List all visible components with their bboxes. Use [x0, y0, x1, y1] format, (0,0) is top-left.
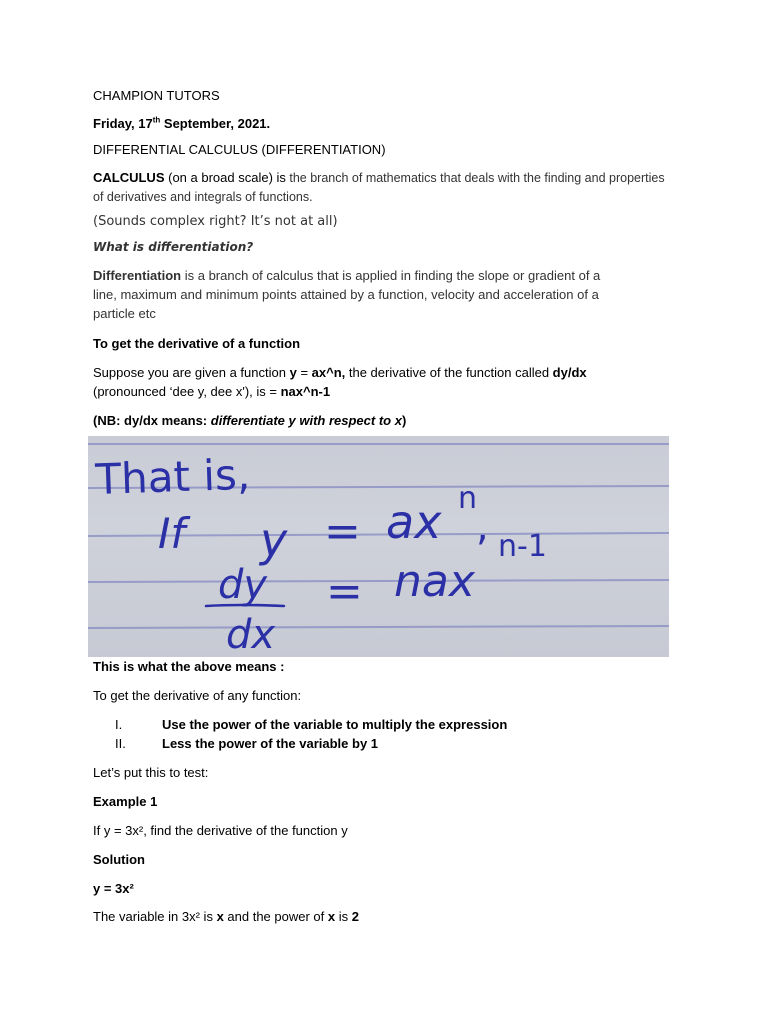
hw-ax: ax	[386, 495, 442, 549]
hw-eq1: =	[324, 506, 361, 557]
hw-dx: dx	[226, 612, 276, 657]
hw-comma: ,	[476, 504, 489, 550]
hw-n: n	[458, 481, 478, 516]
differentiation-definition: Differentiation is a branch of calculus that is applied in finding the slope or gradient of a line, maximum and minimum points attained by a function, velocity and acceleration of a particle etc	[93, 268, 601, 321]
handwritten-formula-drawing	[88, 436, 669, 657]
calculus-definition: CALCULUS (on a broad scale) is the branch of mathematics that deals with the finding and properties of derivatives and integrals of functions.	[93, 170, 665, 204]
handwritten-formula-image	[88, 436, 669, 657]
topic-title: DIFFERENTIAL CALCULUS (DIFFERENTIATION)	[93, 142, 386, 157]
hw-n-minus-1: n-1	[498, 529, 547, 564]
example-title: Example 1	[93, 794, 158, 809]
test-line: Let’s put this to test:	[93, 765, 209, 780]
hw-nax: nax	[394, 556, 475, 607]
suppose-paragraph: Suppose you are given a function y = ax^n, the derivative of the function called dy/dx (pronounced ‘dee y, dee x'), is = nax^n-1	[93, 365, 587, 399]
nb-note: (NB: dy/dx means: differentiate y with respect to x)	[93, 413, 407, 428]
question-heading: What is differentiation?	[93, 240, 254, 254]
derivative-heading: To get the derivative of a function	[93, 336, 301, 351]
explain-intro: To get the derivative of any function:	[93, 688, 302, 703]
hw-that-is: That is,	[94, 449, 251, 504]
solution-label: Solution	[93, 852, 145, 867]
observation-line: The variable in 3x² is x and the power of x is 2	[93, 909, 359, 924]
hw-if: If	[158, 509, 186, 558]
date-line: Friday, 17th September, 2021.	[93, 115, 271, 131]
given-equation: y = 3x²	[93, 881, 134, 896]
hw-dy: dy	[218, 562, 268, 608]
example-question: If y = 3x², find the derivative of the function y	[93, 823, 348, 838]
org-name: CHAMPION TUTORS	[93, 88, 220, 103]
explain-heading: This is what the above means :	[93, 659, 285, 674]
calculus-aside: (Sounds complex right? It’s not at all)	[93, 214, 338, 229]
hw-fraction-bar	[206, 605, 284, 606]
hw-eq2: =	[326, 566, 363, 617]
hw-y: y	[260, 513, 288, 567]
